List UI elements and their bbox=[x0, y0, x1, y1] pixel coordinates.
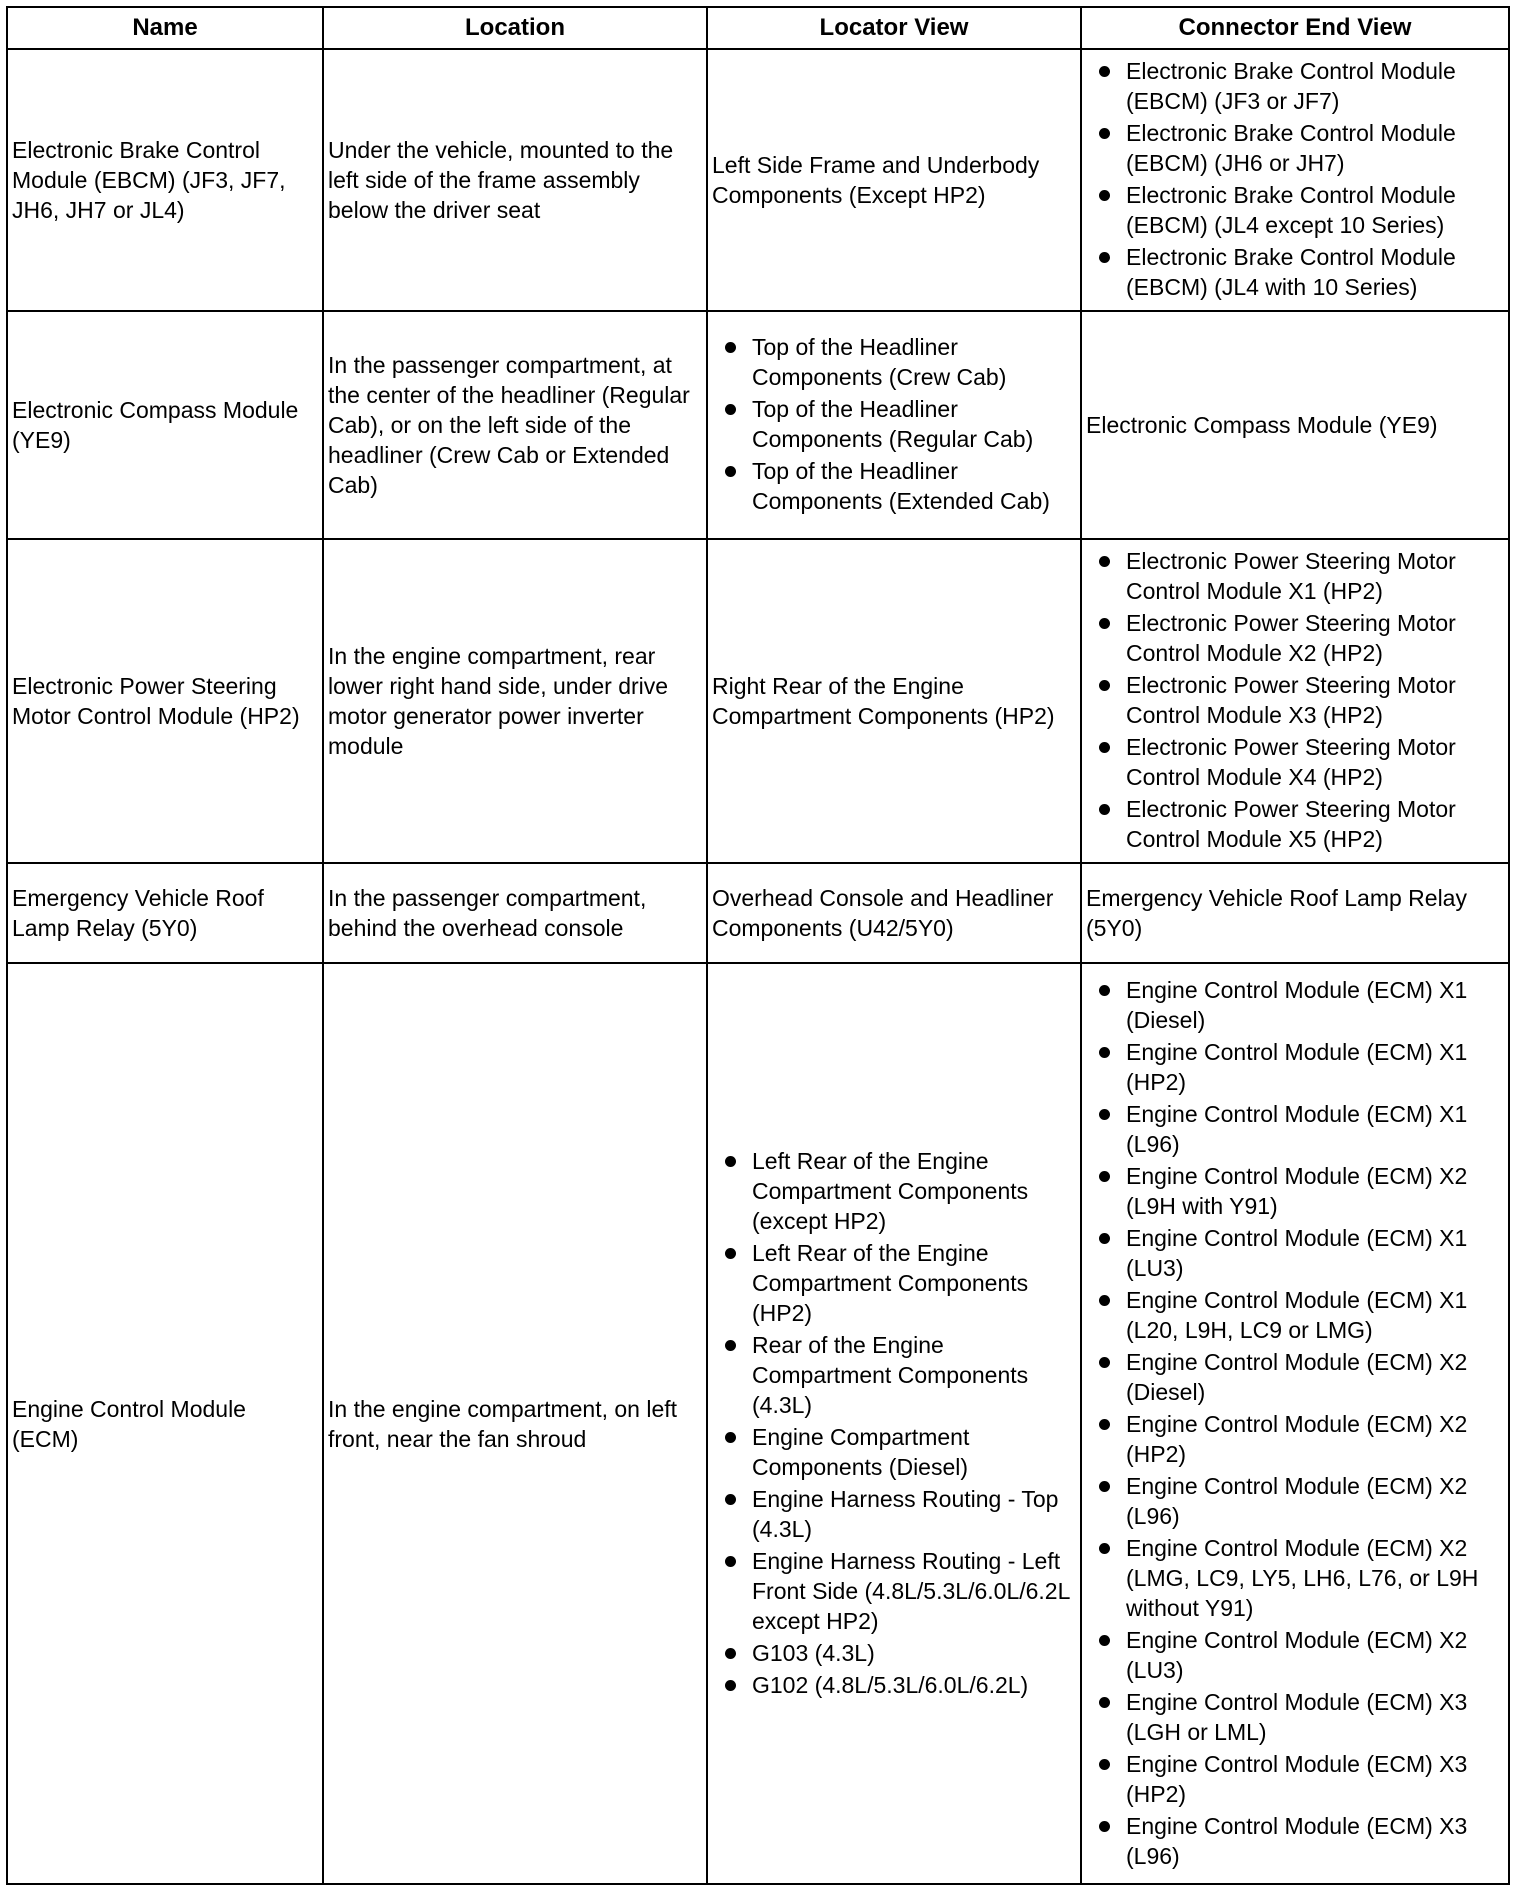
header-row bbox=[7, 7, 1509, 49]
header-connector-end-view: Connector End View bbox=[1081, 7, 1509, 49]
connector-item: Engine Control Module (ECM) X1 (Diesel) bbox=[1086, 975, 1504, 1035]
connector-item: Engine Control Module (ECM) X3 (HP2) bbox=[1086, 1749, 1504, 1809]
locator-cell bbox=[707, 963, 1081, 1884]
name-cell: Engine Control Module (ECM) bbox=[7, 963, 323, 1884]
name-cell: Emergency Vehicle Roof Lamp Relay (5Y0) bbox=[7, 863, 323, 963]
locator-item: Engine Harness Routing - Top (4.3L) bbox=[712, 1484, 1076, 1544]
location-cell: Under the vehicle, mounted to the left side of the frame assembly below the driver seat bbox=[323, 49, 707, 311]
connector-item: Electronic Power Steering Motor Control Module X5 (HP2) bbox=[1086, 794, 1504, 854]
locator-item: Top of the Headliner Components (Crew Cab) bbox=[712, 332, 1076, 392]
connector-cell bbox=[1081, 49, 1509, 311]
locator-item: Left Rear of the Engine Compartment Components (HP2) bbox=[712, 1238, 1076, 1328]
connector-item: Engine Control Module (ECM) X1 (L96) bbox=[1086, 1099, 1504, 1159]
connector-item: Engine Control Module (ECM) X2 (LU3) bbox=[1086, 1625, 1504, 1685]
name-cell: Electronic Compass Module (YE9) bbox=[7, 311, 323, 539]
locator-item: Engine Compartment Components (Diesel) bbox=[712, 1422, 1076, 1482]
connector-item: Engine Control Module (ECM) X1 (LU3) bbox=[1086, 1223, 1504, 1283]
connector-item: Electronic Power Steering Motor Control Module X1 (HP2) bbox=[1086, 546, 1504, 606]
location-cell: In the passenger compartment, behind the overhead console bbox=[323, 863, 707, 963]
locator-item: Top of the Headliner Components (Regular Cab) bbox=[712, 394, 1076, 454]
location-cell: In the engine compartment, rear lower right hand side, under drive motor generator power inverter module bbox=[323, 539, 707, 863]
header-location: Location bbox=[323, 7, 707, 49]
location-cell: In the passenger compartment, at the center of the headliner (Regular Cab), or on the left side of the headliner (Crew Cab or Extended Cab) bbox=[323, 311, 707, 539]
table-row bbox=[7, 49, 1509, 311]
connector-item: Electronic Power Steering Motor Control Module X4 (HP2) bbox=[1086, 732, 1504, 792]
locator-item: Engine Harness Routing - Left Front Side (4.8L/5.3L/6.0L/6.2L except HP2) bbox=[712, 1546, 1076, 1636]
table-row bbox=[7, 311, 1509, 539]
header-name: Name bbox=[7, 7, 323, 49]
locator-item: Rear of the Engine Compartment Components (4.3L) bbox=[712, 1330, 1076, 1420]
connector-item: Engine Control Module (ECM) X2 (L9H with Y91) bbox=[1086, 1161, 1504, 1221]
connector-cell: Emergency Vehicle Roof Lamp Relay (5Y0) bbox=[1081, 863, 1509, 963]
locator-item: G102 (4.8L/5.3L/6.0L/6.2L) bbox=[712, 1670, 1076, 1700]
connector-item: Engine Control Module (ECM) X2 (Diesel) bbox=[1086, 1347, 1504, 1407]
location-cell: In the engine compartment, on left front, near the fan shroud bbox=[323, 963, 707, 1884]
connector-item: Electronic Power Steering Motor Control Module X2 (HP2) bbox=[1086, 608, 1504, 668]
connector-item: Engine Control Module (ECM) X3 (LGH or LML) bbox=[1086, 1687, 1504, 1747]
table-row bbox=[7, 863, 1509, 963]
connector-item: Electronic Brake Control Module (EBCM) (JF3 or JF7) bbox=[1086, 56, 1504, 116]
connector-item: Engine Control Module (ECM) X2 (LMG, LC9, LY5, LH6, L76, or L9H without Y91) bbox=[1086, 1533, 1504, 1623]
table-row bbox=[7, 539, 1509, 863]
locator-cell bbox=[707, 311, 1081, 539]
connector-item: Electronic Brake Control Module (EBCM) (JL4 with 10 Series) bbox=[1086, 242, 1504, 302]
locator-item: Left Rear of the Engine Compartment Components (except HP2) bbox=[712, 1146, 1076, 1236]
name-cell: Electronic Power Steering Motor Control Module (HP2) bbox=[7, 539, 323, 863]
connector-cell bbox=[1081, 963, 1509, 1884]
locator-item: G103 (4.3L) bbox=[712, 1638, 1076, 1668]
header-locator-view: Locator View bbox=[707, 7, 1081, 49]
locator-cell: Left Side Frame and Underbody Components (Except HP2) bbox=[707, 49, 1081, 311]
connector-item: Engine Control Module (ECM) X1 (L20, L9H, LC9 or LMG) bbox=[1086, 1285, 1504, 1345]
locator-item: Top of the Headliner Components (Extended Cab) bbox=[712, 456, 1076, 516]
connector-item: Engine Control Module (ECM) X2 (HP2) bbox=[1086, 1409, 1504, 1469]
connector-cell bbox=[1081, 539, 1509, 863]
name-cell: Electronic Brake Control Module (EBCM) (JF3, JF7, JH6, JH7 or JL4) bbox=[7, 49, 323, 311]
table-row bbox=[7, 963, 1509, 1884]
connector-item: Electronic Power Steering Motor Control Module X3 (HP2) bbox=[1086, 670, 1504, 730]
locator-cell: Right Rear of the Engine Compartment Components (HP2) bbox=[707, 539, 1081, 863]
locator-cell: Overhead Console and Headliner Components (U42/5Y0) bbox=[707, 863, 1081, 963]
connector-item: Electronic Brake Control Module (EBCM) (JL4 except 10 Series) bbox=[1086, 180, 1504, 240]
component-locator-table bbox=[6, 6, 1510, 1885]
connector-item: Electronic Brake Control Module (EBCM) (JH6 or JH7) bbox=[1086, 118, 1504, 178]
connector-item: Engine Control Module (ECM) X1 (HP2) bbox=[1086, 1037, 1504, 1097]
connector-cell: Electronic Compass Module (YE9) bbox=[1081, 311, 1509, 539]
connector-item: Engine Control Module (ECM) X2 (L96) bbox=[1086, 1471, 1504, 1531]
connector-item: Engine Control Module (ECM) X3 (L96) bbox=[1086, 1811, 1504, 1871]
